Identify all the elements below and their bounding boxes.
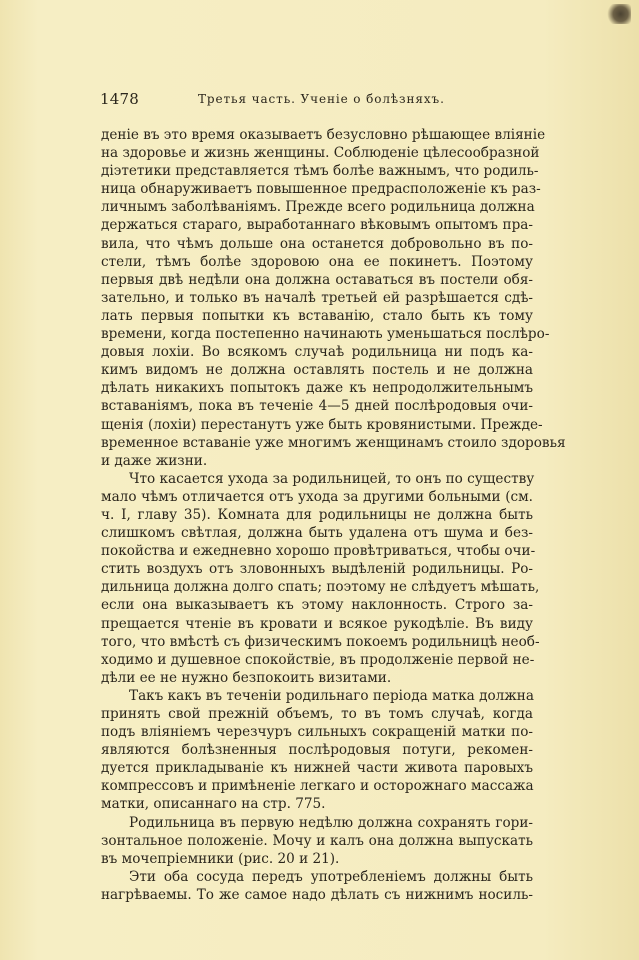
text-line: личнымъ заболѣваніямъ. Прежде всего родильница должна xyxy=(101,199,535,216)
text-line: на здоровье и жизнь женщины. Соблюденіе цѣлесообразной xyxy=(101,145,540,162)
text-line: первыя двѣ недѣли она должна оставаться въ постели обя- xyxy=(101,271,533,288)
text-line: щенія (лохіи) перестанутъ уже быть кровянистыми. Прежде- xyxy=(101,416,543,433)
body-text xyxy=(101,126,566,904)
text-line: лать первыя попытки къ вставанію, стало быть къ тому xyxy=(101,307,533,324)
text-line: ница обнаруживаетъ повышенное предрасположеніе къ раз- xyxy=(101,181,541,198)
text-line: компрессовъ и примѣненіе легкаго и осторожнаго массажа xyxy=(101,778,534,795)
text-line: ходимо и душевное спокойствіе, въ продолженіе первой не- xyxy=(101,651,535,668)
running-title: Третья часть. Ученіе о болѣзняхъ. xyxy=(198,92,445,106)
text-line: діэтетики представляется тѣмъ болѣе важнымъ, что родиль- xyxy=(101,163,539,180)
text-line: подъ вліяніемъ черезчуръ сильныхъ сокращеній матки по- xyxy=(101,724,533,741)
text-line: стели, тѣмъ болѣе здоровою она ее покинетъ. Поэтому xyxy=(101,253,533,270)
text-line: держаться стараго, выработаннаго вѣковымъ опытомъ пра- xyxy=(101,217,533,234)
text-line: слишкомъ свѣтлая, должна быть удалена отъ шума и без- xyxy=(101,525,533,542)
text-line: дуется прикладываніе къ нижней части живота паровыхъ xyxy=(101,760,533,777)
text-line: кимъ видомъ не должна оставлять постель и не должна xyxy=(101,362,533,379)
text-line: зонтальное положеніе. Мочу и калъ она должна выпускать xyxy=(101,832,533,849)
text-line: являются болѣзненныя послѣродовыя потуги, рекомен- xyxy=(101,742,533,759)
page-number: 1478 xyxy=(100,90,139,108)
text-line: довыя лохіи. Во всякомъ случаѣ родильница ни подъ ка- xyxy=(101,344,533,361)
text-line: вила, что чѣмъ дольше она останется добровольно въ по- xyxy=(101,235,533,252)
text-line: принять свой прежній объемъ, то въ томъ случаѣ, когда xyxy=(101,706,533,722)
text-line: нагрѣваемы. То же самое надо дѣлать съ нижнимъ носиль- xyxy=(101,886,533,903)
text-line: дильница должна долго спать; поэтому не слѣдуетъ мѣшать, xyxy=(101,579,540,596)
text-line: вставаніямъ, пока въ теченіе 4—5 дней послѣродовыя очи- xyxy=(101,398,533,415)
text-line: стить воздухъ отъ зловонныхъ выдѣленій родильницы. Ро- xyxy=(101,561,533,578)
text-line: дѣлать никакихъ попытокъ даже къ непродолжительнымъ xyxy=(101,380,533,397)
text-line: Эти оба сосуда передъ употребленіемъ должны быть xyxy=(129,868,533,885)
text-line: мало чѣмъ отличается отъ ухода за другими больными (см. xyxy=(101,488,533,505)
text-line: покойства и ежедневно хорошо провѣтриваться, чтобы очи- xyxy=(101,543,536,560)
text-line: матки, описаннаго на стр. 775. xyxy=(101,796,326,813)
text-line: Что касается ухода за родильницей, то онъ по существу xyxy=(129,470,535,487)
text-line: деніе въ это время оказываетъ безусловно рѣшающее вліяніе xyxy=(101,127,546,143)
page-corner-mark xyxy=(605,4,631,24)
text-line: Родильница въ первую недѣлю должна сохранять гори- xyxy=(129,814,533,831)
text-line: ч. I, главу 35). Комната для родильницы не должна быть xyxy=(101,506,533,523)
text-line: въ мочепріемники (рис. 20 и 21). xyxy=(101,850,340,867)
text-line: и даже жизни. xyxy=(101,452,208,469)
text-line: дѣли ее не нужно безпокоить визитами. xyxy=(101,669,392,686)
text-line: того, что вмѣстѣ съ физическимъ покоемъ родильницѣ необ- xyxy=(101,633,540,650)
text-line: временное вставаніе уже многимъ женщинамъ стоило здоровья xyxy=(101,434,566,451)
text-line: прещается чтеніе въ кровати и всякое рукодѣліе. Въ виду xyxy=(101,615,533,632)
running-header xyxy=(100,90,532,110)
text-line: времени, когда постепенно начинають уменьшаться послѣро- xyxy=(101,326,550,343)
text-line: если она выказываетъ къ этому наклонность. Строго за- xyxy=(101,597,533,614)
text-line: зательно, и только въ началѣ третьей ей разрѣшается сдѣ- xyxy=(101,289,533,306)
text-line: Такъ какъ въ теченіи родильнаго періода матка должна xyxy=(129,687,534,704)
